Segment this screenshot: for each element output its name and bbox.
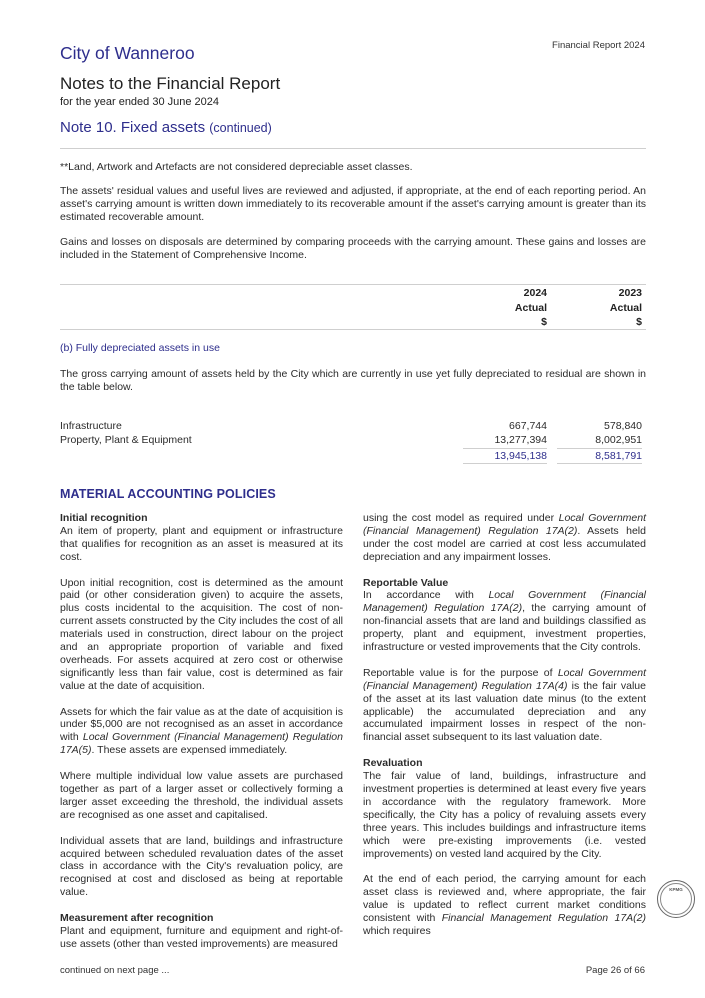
column-label: Actual [514,301,547,314]
policies-heading: MATERIAL ACCOUNTING POLICIES [60,487,276,501]
value-infrastructure-2024: 667,744 [509,420,547,432]
section-title: Notes to the Financial Report [60,74,281,93]
threshold-paragraph [60,706,343,758]
column-header-2023 [557,286,642,330]
table-header-rule [60,329,646,330]
total-bottom-rule-2024 [463,463,547,464]
footnote-text: **Land, Artwork and Artefacts are not considered depreciable asset classes. [60,161,413,173]
continued-note: continued on next page ... [60,965,170,976]
cost-determination-paragraph: Upon initial recognition, cost is determined as the amount paid (or other consideration given) to acquire the assets, plus costs incidental to the acquisition. The cost of non-current assets constructed by the City includes the cost of all materials used in construction, direct labour on the project and an appropriate proportion of variable and fixed overheads. For assets acquired at zero cost or otherwise significantly less than fair value, cost is determined as fair value at the date of acquisition. [60,576,343,692]
revaluation-text: The fair value of land, buildings, infrastructure and investment properties is determined at least every five years in accordance with the regulatory framework. More specifically, the City has a policy of revaluing assets every three years. This includes buildings and infrastructure items which were pre-existing improvements (i.e. vested improvements) on vested land acquired by the City. [363,770,646,860]
regulation-reference: Financial Management Regulation 17A(2) [441,912,646,925]
stamp-text: KPMG [669,887,683,892]
period-end-paragraph [363,873,646,938]
reportable-value-heading: Reportable Value [363,576,449,589]
total-top-rule-2024 [463,448,547,449]
value-infrastructure-2023: 578,840 [604,420,642,432]
measurement-heading: Measurement after recognition [60,912,214,925]
threshold-text-end: . These assets are expensed immediately. [91,744,288,757]
period-end-text-end: which requires [363,924,431,937]
initial-recognition-block [60,512,343,564]
total-2024: 13,945,138 [494,450,547,462]
definition-text-end: is the fair value of the asset at its last valuation date minus (to the extent applicable) the accumulated depreciation and any accumulated impairment losses in respect of the non-financial asset subsequent to its last valuation date. [363,679,646,744]
fully-depreciated-heading: (b) Fully depreciated assets in use [60,342,220,354]
column-unit: $ [636,316,642,328]
column-year: 2023 [618,287,642,299]
initial-recognition-heading: Initial recognition [60,512,148,524]
regulation-reference: Local Government (Financial Management) Regulation 17A(2) [363,589,647,615]
regulation-reference: Local Government (Financial Management) Regulation 17A(2) [363,512,646,537]
value-ppe-2023: 8,002,951 [595,434,642,446]
period-subtitle: for the year ended 30 June 2024 [60,96,220,108]
reportable-value-text: In accordance with [363,589,489,602]
initial-recognition-text: An item of property, plant and equipment or infrastructure that qualifies for recognition as an asset is measured at its cost. [60,524,343,563]
regulation-reference: Local Government (Financial Management) Regulation 17A(4) [363,666,647,692]
threshold-text: Assets for which the fair value as at the date of acquisition is under $5,000 are not recognised as an asset in accordance with [60,705,343,744]
organization-name: City of Wanneroo [60,43,195,63]
regulation-reference: Local Government (Financial Management) Regulation 17A(5) [60,731,343,757]
definition-text: Reportable value is for the purpose of [363,666,558,679]
total-bottom-rule-2023 [557,463,642,464]
measurement-block [60,912,343,951]
total-top-rule-2023 [557,448,642,449]
header-divider [60,148,646,149]
value-ppe-2024: 13,277,394 [494,434,547,446]
fully-depreciated-description: The gross carrying amount of assets held by the City which are currently in use yet fully depreciated to residual are shown in the table below. [60,368,646,393]
revaluation-heading: Revaluation [363,757,423,770]
column-header-2024 [463,286,547,330]
row-label-ppe: Property, Plant & Equipment [60,434,192,446]
table-top-rule [60,284,646,285]
column-unit: $ [541,316,547,328]
page-number: Page 26 of 66 [585,965,645,976]
cost-model-text: using the cost model as required under [363,512,559,524]
row-label-infrastructure: Infrastructure [60,420,122,432]
individual-assets-paragraph: Individual assets that are land, buildings and infrastructure acquired between scheduled revaluation dates of the asset class in accordance with the City's revaluation policy, are recognised at cost and disclosed as being at reportable value. [60,834,343,899]
reportable-value-text-end: , the carrying amount of non-financial assets that are land and buildings classified as property, plant and equipment, investment properties, infrastructure or vested improvements that the City controls. [363,602,646,654]
revaluation-block [363,757,646,860]
kpmg-stamp-icon [657,880,695,918]
cost-model-paragraph [363,512,646,564]
measurement-text: Plant and equipment, furniture and equipment and right-of-use assets (other than vested improvements) are measured [60,924,343,950]
total-2023: 8,581,791 [595,450,642,462]
gains-losses-paragraph: Gains and losses on disposals are determined by comparing proceeds with the carrying amount. These gains and losses are included in the Statement of Comprehensive Income. [60,236,646,261]
policies-right-column [363,512,646,951]
column-year: 2024 [523,287,547,299]
cost-model-text-end: . Assets held under the cost model are carried at cost less accumulated depreciation and any impairment losses. [363,524,646,563]
note-suffix: (continued) [209,121,272,135]
reportable-value-block [363,577,646,654]
reportable-value-definition [363,667,646,744]
low-value-assets-paragraph: Where multiple individual low value assets are purchased together as part of a larger asset or collectively forming a larger asset exceeding the threshold, the individual assets are recognised as one asset and capitalised. [60,770,343,821]
note-heading [60,119,272,136]
residual-values-paragraph: The assets' residual values and useful lives are reviewed and adjusted, if appropriate, at the end of each reporting period. An asset's carrying amount is written down immediately to its recoverable amount if the asset's carrying amount is greater than its estimated recoverable amount. [60,185,646,223]
note-title: Note 10. Fixed assets [60,119,206,136]
column-label: Actual [609,301,642,314]
report-tag: Financial Report 2024 [552,40,645,51]
policies-left-column [60,512,343,964]
period-end-text: At the end of each period, the carrying amount for each asset class is reviewed and, where appropriate, the fair value is updated to reflect current market conditions consistent with [363,873,646,925]
